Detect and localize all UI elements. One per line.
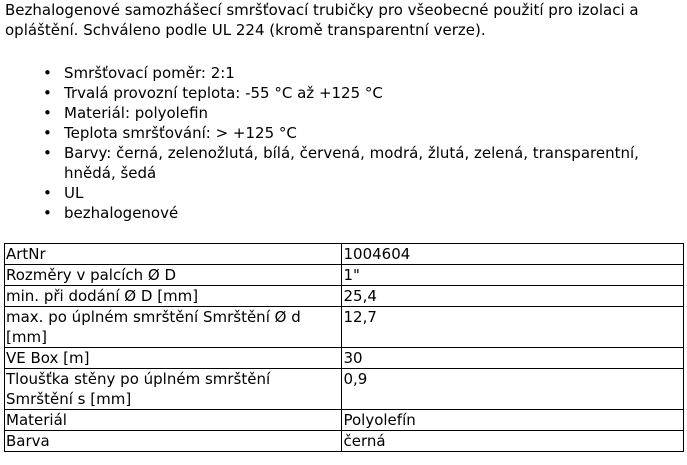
table-row [5,369,684,410]
table-row [5,410,684,431]
product-description: Bezhalogenové samozhášecí smršťovací trubičky pro všeobecné použití pro izolaci a opláštění. Schváleno podle UL 224 (kromě transparentní verze). [5,1,639,39]
bullet-icon: • [43,204,52,222]
bullet-icon: • [43,124,52,142]
spec-key: Materiál [5,410,342,431]
bullet-icon: • [43,144,52,162]
spec-value: 25,4 [342,286,684,307]
spec-key: min. při dodání Ø D [mm] [5,286,342,307]
spec-key: max. po úplném smrštění Smrštění Ø d [mm] [5,307,342,348]
feature-text: Teplota smršťování: > +125 °C [64,124,297,142]
spec-key: VE Box [m] [5,348,342,369]
feature-list [0,63,684,223]
feature-item [0,63,684,83]
spec-value: 0,9 [342,369,684,410]
feature-text: Materiál: polyolefin [64,104,209,122]
table-row [5,348,684,369]
feature-item [0,143,684,183]
bullet-icon: • [43,64,52,82]
table-row [5,431,684,452]
spec-value: 12,7 [342,307,684,348]
spec-key: Barva [5,431,342,452]
spec-value: černá [342,431,684,452]
bullet-icon: • [43,84,52,102]
feature-text: Smršťovací poměr: 2:1 [64,64,235,82]
feature-text: UL [64,184,84,202]
table-row [5,265,684,286]
feature-item [0,83,684,103]
spec-value: 30 [342,348,684,369]
table-row [5,307,684,348]
feature-item [0,103,684,123]
feature-item [0,203,684,223]
feature-text: bezhalogenové [64,204,179,222]
table-row [5,244,684,265]
spec-value: 1004604 [342,244,684,265]
spec-table [4,243,684,452]
spec-key: Rozměry v palcích Ø D [5,265,342,286]
spec-key: ArtNr [5,244,342,265]
feature-text: Trvalá provozní teplota: -55 °C až +125 °C [64,84,383,102]
spec-value: 1" [342,265,684,286]
bullet-icon: • [43,104,52,122]
spec-key: Tloušťka stěny po úplném smrštění Smrštění s [mm] [5,369,342,410]
table-row [5,286,684,307]
feature-item [0,183,684,203]
feature-text: Barvy: černá, zelenožlutá, bílá, červená, modrá, žlutá, zelená, transparentní, hnědá, šedá [64,144,639,182]
feature-item [0,123,684,143]
spec-value: Polyolefín [342,410,684,431]
bullet-icon: • [43,184,52,202]
